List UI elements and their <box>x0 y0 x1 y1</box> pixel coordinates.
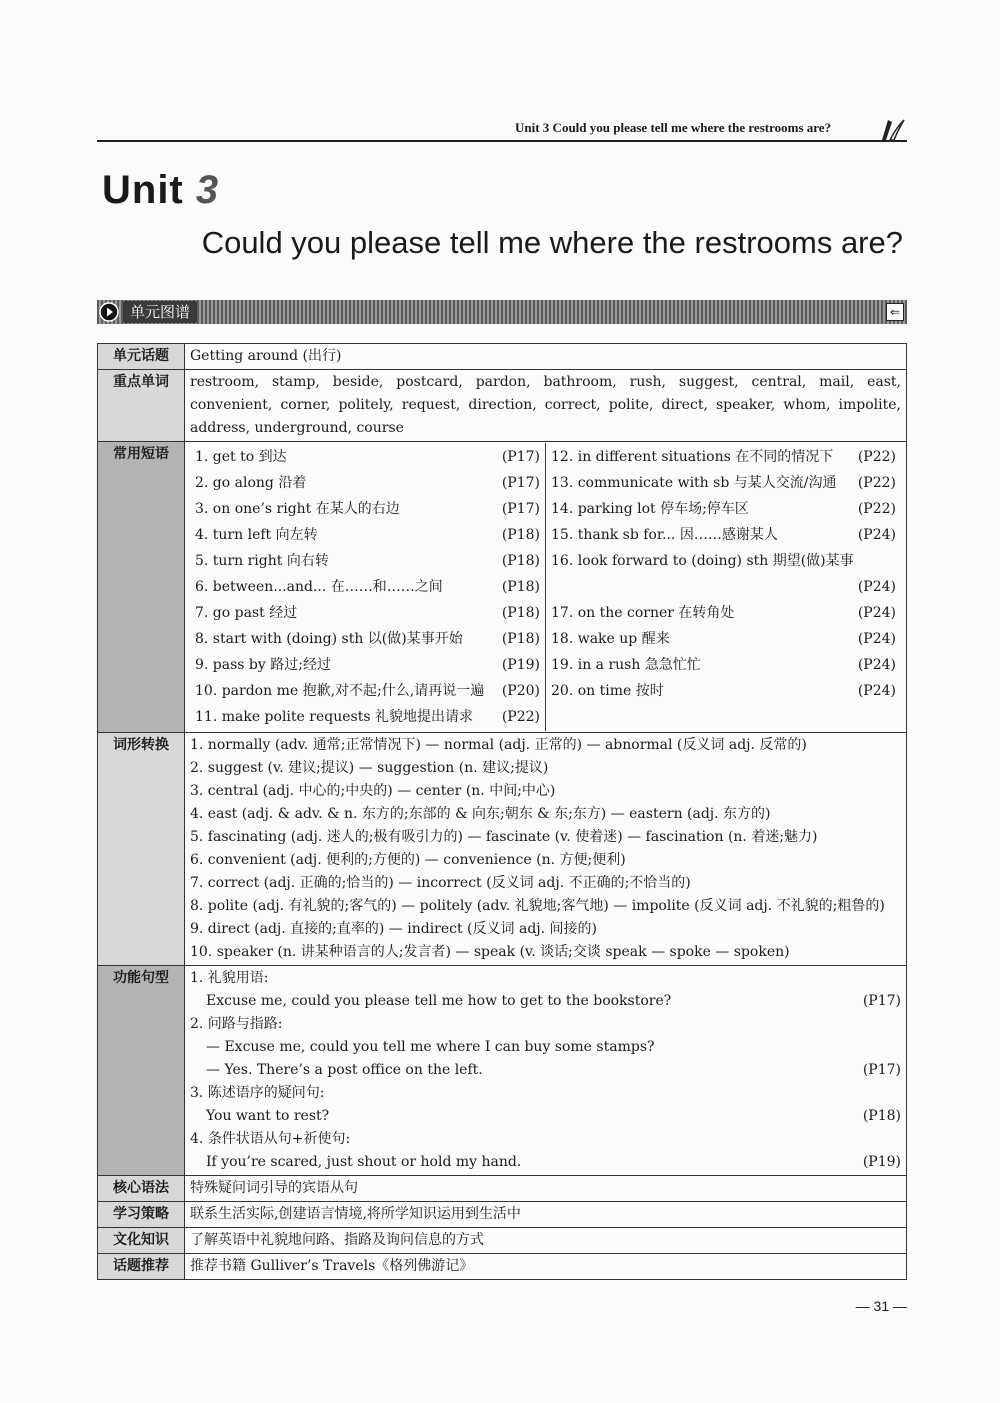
phrase-item: 17. on the corner 在转角处 (P24) <box>551 605 896 621</box>
recommend-label: 话题推荐 <box>98 1254 185 1280</box>
strategy-label: 学习策略 <box>98 1202 185 1228</box>
topic-row <box>98 344 907 370</box>
phrase-item: 9. pass by 路过;经过 (P19) <box>195 657 540 673</box>
phrase-item: 2. go along 沿着 (P17) <box>195 475 540 491</box>
word-form-item: 1. normally (adv. 通常;正常情况下) — normal (adj. 正常的) — abnormal (反义词 adj. 反常的) <box>190 737 807 753</box>
word-form-item: 4. east (adj. & adv. & n. 东方的;东部的 & 向东;朝东 & 东;东方) — eastern (adj. 东方的) <box>190 806 771 822</box>
phrase-item: 14. parking lot 停车场;停车区 (P22) <box>551 501 896 517</box>
topic-label: 单元话题 <box>98 344 185 370</box>
word-forms-row <box>98 733 907 966</box>
word-form-item: 10. speaker (n. 讲某种语言的人;发言者) — speak (v. 谈话;交谈 speak — spoke — spoken) <box>190 944 790 960</box>
strategy-row <box>98 1202 907 1228</box>
section-title: 单元图谱 <box>123 301 197 323</box>
phrase-item: 13. communicate with sb 与某人交流/沟通 (P22) <box>551 475 896 491</box>
phrase-item: 20. on time 按时 (P24) <box>551 683 896 699</box>
running-head: Unit 3 Could you please tell me where the restrooms are? <box>515 120 832 135</box>
phrase-item: 10. pardon me 抱歉,对不起;什么,请再说一遍 (P20) <box>195 683 540 699</box>
phrase-item: 6. between...and... 在……和……之间 (P18) <box>195 579 540 595</box>
unit-subtitle: Could you please tell me where the restrooms are? <box>201 225 903 260</box>
grammar-row <box>98 1176 907 1202</box>
function-sentence: If you’re scared, just shout or hold my hand. (P19) <box>206 1154 901 1170</box>
culture-label: 文化知识 <box>98 1228 185 1254</box>
function-heading: 1. 礼貌用语: <box>190 970 269 986</box>
phrases-row <box>98 442 907 733</box>
header-rule <box>97 140 907 142</box>
topic-value: Getting around (出行) <box>185 344 907 370</box>
phrase-item: 11. make polite requests 礼貌地提出请求 (P22) <box>195 709 540 725</box>
page-number: — 31 — <box>855 1298 907 1314</box>
words-label: 重点单词 <box>98 370 185 442</box>
word-form-item: 9. direct (adj. 直接的;直率的) — indirect (反义词 adj. 间接的) <box>190 921 597 937</box>
words-row <box>98 370 907 442</box>
phrases-label: 常用短语 <box>98 442 185 733</box>
culture-row <box>98 1228 907 1254</box>
word-form-item: 3. central (adj. 中心的;中央的) — center (n. 中间;中心) <box>190 783 556 799</box>
back-arrow-icon: ⇐ <box>886 303 904 321</box>
recommend-row <box>98 1254 907 1280</box>
function-sentence: — Yes. There’s a post office on the left. (P17) <box>206 1062 901 1078</box>
function-sentence: Excuse me, could you please tell me how to get to the bookstore? (P17) <box>206 993 901 1009</box>
word-forms-label: 词形转换 <box>98 733 185 966</box>
phrase-item: 8. start with (doing) sth 以(做)某事开始 (P18) <box>195 631 540 647</box>
functions-label: 功能句型 <box>98 966 185 1176</box>
section-bar <box>97 300 907 324</box>
phrase-item: (P24) <box>857 579 896 595</box>
function-sentence: You want to rest? (P18) <box>206 1108 901 1124</box>
phrase-item: 12. in different situations 在不同的情况下 (P22) <box>551 449 896 465</box>
word-form-item: 2. suggest (v. 建议;提议) — suggestion (n. 建议;提议) <box>190 760 549 776</box>
functions-content <box>185 966 907 1176</box>
phrase-item: 7. go past 经过 (P18) <box>195 605 540 621</box>
culture-value: 了解英语中礼貌地问路、指路及询问信息的方式 <box>185 1228 907 1254</box>
unit-map-table <box>97 343 907 1280</box>
phrase-item: 5. turn right 向右转 (P18) <box>195 553 540 569</box>
word-forms-list <box>185 733 907 966</box>
grammar-label: 核心语法 <box>98 1176 185 1202</box>
function-heading: 4. 条件状语从句+祈使句: <box>190 1131 351 1147</box>
phrase-item: 15. thank sb for... 因……感谢某人 (P24) <box>551 527 896 543</box>
word-form-item: 7. correct (adj. 正确的;恰当的) — incorrect (反义词 adj. 不正确的;不恰当的) <box>190 875 691 891</box>
phrase-item: 19. in a rush 急急忙忙 (P24) <box>551 657 896 673</box>
phrase-item: 4. turn left 向左转 (P18) <box>195 527 540 543</box>
word-form-item: 6. convenient (adj. 便利的;方便的) — convenience (n. 方便;便利) <box>190 852 626 868</box>
phrase-item: 3. on one’s right 在某人的右边 (P17) <box>195 501 540 517</box>
unit-number: 3 <box>195 168 220 212</box>
function-heading: 2. 问路与指路: <box>190 1016 283 1032</box>
pen-icon <box>878 116 906 142</box>
words-value: restroom, stamp, beside, postcard, pardon, bathroom, rush, suggest, central, mail, east, convenient, corner, politely, request, direction, correct, polite, direct, speaker, whom, impolite, address, underground, course <box>185 370 907 442</box>
function-heading: 3. 陈述语序的疑问句: <box>190 1085 325 1101</box>
phrase-item: 16. look forward to (doing) sth 期望(做)某事 <box>551 553 854 569</box>
phrases-left-column <box>190 443 546 731</box>
function-sentence: — Excuse me, could you tell me where I can buy some stamps? <box>206 1039 655 1055</box>
functions-row <box>98 966 907 1176</box>
word-form-item: 5. fascinating (adj. 迷人的;极有吸引力的) — fascinate (v. 使着迷) — fascination (n. 着迷;魅力) <box>190 829 818 845</box>
recommend-value: 推荐书籍 Gulliver’s Travels《格列佛游记》 <box>185 1254 907 1280</box>
unit-word: Unit <box>102 168 184 212</box>
phrases-right-column <box>546 443 901 731</box>
word-form-item: 8. polite (adj. 有礼貌的;客气的) — politely (adv. 礼貌地;客气地) — impolite (反义词 adj. 不礼貌的;粗鲁的) <box>190 898 885 914</box>
unit-title <box>102 168 219 213</box>
grammar-value: 特殊疑问词引导的宾语从句 <box>185 1176 907 1202</box>
strategy-value: 联系生活实际,创建语言情境,将所学知识运用到生活中 <box>185 1202 907 1228</box>
phrase-item: 18. wake up 醒来 (P24) <box>551 631 896 647</box>
play-icon <box>99 302 119 322</box>
phrase-item: 1. get to 到达 (P17) <box>195 449 540 465</box>
